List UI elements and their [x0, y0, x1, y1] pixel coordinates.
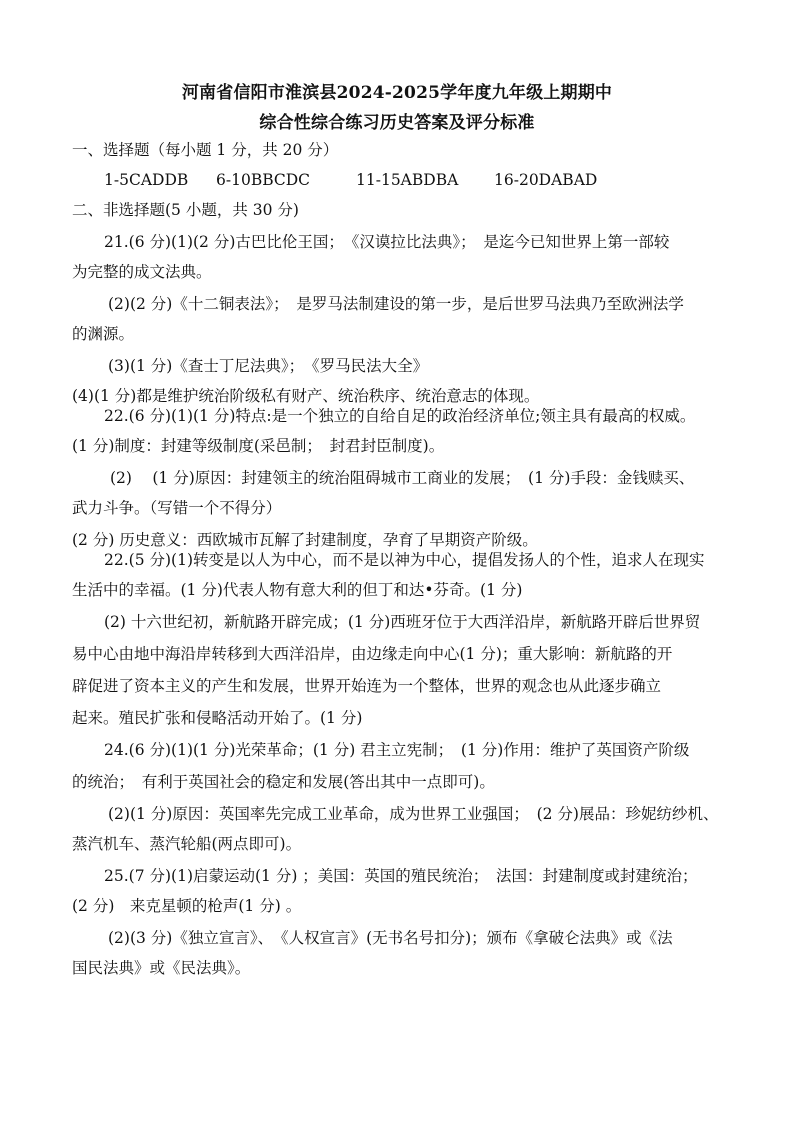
page-title: 河南省信阳市淮滨县2024-2025学年度九年级上期期中: [181, 83, 613, 103]
page-subtitle: 综合性综合练习历史答案及评分标准: [259, 113, 535, 133]
answer-line: 起来。殖民扩张和侵略活动开始了。(1 分): [72, 709, 363, 727]
answer-line: 25.(7 分)(1)启蒙运动(1 分) ；美国：英国的殖民统治； 法国：封建制度或封建统治；: [104, 867, 698, 885]
answer-line: 的统治； 有利于英国社会的稳定和发展(答出其中一点即可)。: [72, 773, 495, 791]
answer-line: 生活中的幸福。(1 分)代表人物有意大利的但丁和达•芬奇。(1 分): [72, 581, 523, 599]
answer-line: (2)(3 分)《独立宣言》、 《人权宣言》(无书名号扣分)；颁布《拿破仑法典》或《法: [108, 929, 673, 947]
answer-line: 的渊源。: [72, 325, 135, 343]
answer-line: (2 分) 历史意义：西欧城市瓦解了封建制度，孕育了早期资产阶级。: [72, 531, 538, 549]
answer-group-3: 11-15ABDBA: [356, 171, 459, 189]
answer-line: (1 分)制度：封建等级制度(采邑制； 封君封臣制度)。: [72, 437, 445, 455]
answer-line: 21.(6 分)(1)(2 分)古巴比伦王国； 《汉谟拉比法典》； 是迄今已知世界上第一部较: [104, 233, 670, 251]
section-heading-nonchoice: 二、非选择题(5 小题，共 30 分): [72, 201, 299, 219]
answer-line: 易中心由地中海沿岸转移到大西洋沿岸，由边缘走向中心(1 分)；重大影响：新航路的开: [72, 645, 673, 663]
answer-line: 武力斗争。（写错一个不得分）: [72, 499, 282, 517]
answer-line: 22.(6 分)(1)(1 分)特点:是一个独立的自给自足的政治经济单位;领主具有最高的权威。: [104, 407, 696, 425]
answer-line: 辟促进了资本主义的产生和发展，世界开始连为一个整体，世界的观念也从此逐步确立: [72, 677, 662, 695]
answer-line: (2 分) 来克星顿的枪声(1 分) 。: [72, 897, 302, 915]
answer-line: 22.(5 分)(1)转变是以人为中心，而不是以神为中心，提倡发扬人的个性，追求人在现实: [104, 551, 705, 569]
answer-line: (2) (1 分)原因：封建领主的统治阻碍城市工商业的发展； (1 分)手段：金钱赎买、: [110, 469, 695, 487]
answer-line: 国民法典》或《民法典》。: [72, 959, 251, 977]
answer-line: (2)(1 分)原因：英国率先完成工业革命，成为世界工业强国； (2 分)展品：珍妮纺纱机、: [108, 805, 719, 823]
answer-group-4: 16-20DABAD: [494, 171, 598, 189]
section-heading-choice: 一、选择题（每小题 1 分，共 20 分）: [72, 141, 339, 159]
answer-line: 蒸汽机车、蒸汽轮船(两点即可)。: [72, 835, 302, 853]
answer-line: (4)(1 分)都是维护统治阶级私有财产、统治秩序、统治意志的体现。: [72, 387, 540, 405]
answer-group-1: 1-5CADDB: [104, 171, 189, 189]
answer-line: 24.(6 分)(1)(1 分)光荣革命；(1 分) 君主立宪制； (1 分)作用：维护了英国资产阶级: [104, 741, 690, 759]
answer-line: 为完整的成文法典。: [72, 263, 212, 281]
answer-line: (3)(1 分)《查士丁尼法典》； 《罗马民法大全》: [108, 357, 429, 375]
answer-group-2: 6-10BBCDC: [216, 171, 311, 189]
answer-line: (2) 十六世纪初，新航路开辟完成；(1 分)西班牙位于大西洋沿岸，新航路开辟后世界贸: [104, 613, 701, 631]
answer-line: (2)(2 分)《十二铜表法》； 是罗马法制建设的第一步，是后世罗马法典乃至欧洲法学: [108, 295, 684, 313]
